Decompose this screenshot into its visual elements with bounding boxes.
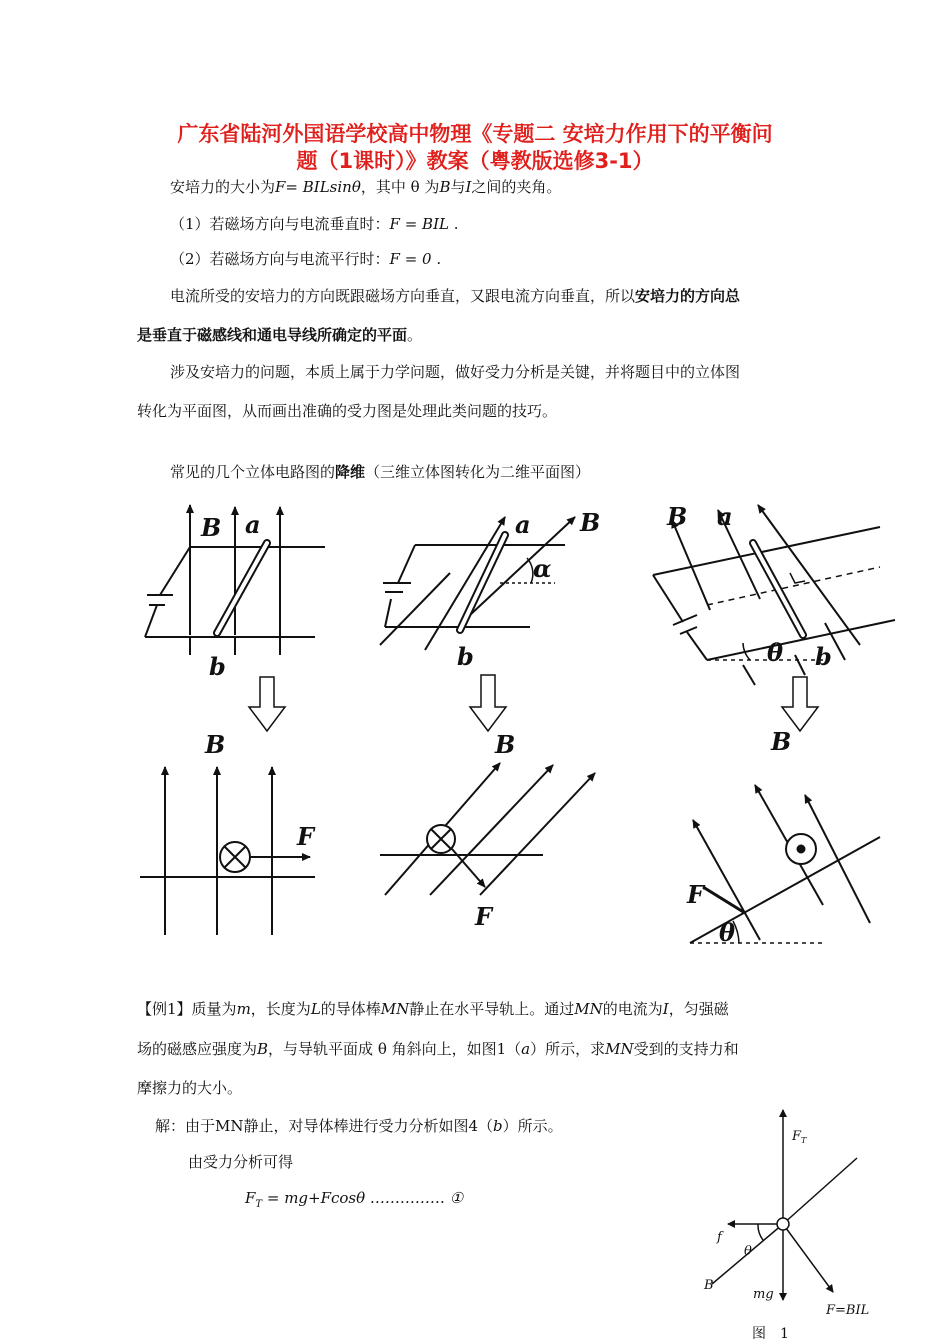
text: 质量为 xyxy=(191,1000,237,1018)
formula: F = 0 xyxy=(389,250,432,268)
example1-line1 xyxy=(137,999,729,1019)
label-b: b xyxy=(815,642,832,671)
case-perpendicular xyxy=(170,214,459,234)
reduce-dimension-heading xyxy=(170,462,590,482)
symbol-MN: MN xyxy=(574,1000,603,1018)
diagram-2-2d xyxy=(380,763,595,895)
text: （三维立体图转化为二维平面图） xyxy=(365,463,591,481)
label-f: f xyxy=(717,1230,722,1245)
down-arrow-3 xyxy=(782,677,818,731)
figure-caption: 图 1 xyxy=(752,1326,789,1342)
case-parallel xyxy=(170,249,441,269)
text: . xyxy=(453,215,459,233)
text: 电流所受的安培力的方向既跟磁场方向垂直，又跟电流方向垂直，所以 xyxy=(170,287,636,305)
label-F: F xyxy=(687,880,705,909)
label-a: a xyxy=(717,502,733,531)
text: 与 xyxy=(450,178,466,196)
label-theta: θ xyxy=(767,638,784,667)
text: ）所示。 xyxy=(502,1117,563,1135)
label-b: b xyxy=(209,652,226,681)
down-arrow-1 xyxy=(249,677,285,731)
symbol-MN: MN xyxy=(380,1000,410,1018)
label-a: a xyxy=(515,510,531,539)
label-F: F xyxy=(475,902,493,931)
text: 安培力的大小为 xyxy=(170,178,276,196)
label-FT-main: F xyxy=(792,1129,802,1144)
example-tag: 【例1】 xyxy=(137,1000,192,1018)
bold-text: 安培力的方向总 xyxy=(635,287,741,305)
formula: F= BILsinθ xyxy=(275,178,361,196)
label-b: b xyxy=(457,642,474,671)
document-title-line2: 题（1课时）》教案（粤教版选修3-1） xyxy=(296,149,654,173)
text: ，与导轨平面成 θ 角斜向上，如图1（ xyxy=(268,1040,522,1058)
label-a: a xyxy=(245,510,261,539)
text: 解：由于MN静止，对导体棒进行受力分析如图4（ xyxy=(155,1117,494,1135)
text: ，长度为 xyxy=(250,1000,311,1018)
label-B: B xyxy=(667,502,688,531)
symbol-B: B xyxy=(257,1040,269,1058)
label-FT xyxy=(791,1129,807,1145)
equation-body: = mg+Fcosθ …………… ① xyxy=(262,1189,464,1207)
diagram-1-3d xyxy=(145,505,325,655)
text: （2）若磁场方向与电流平行时： xyxy=(170,250,390,268)
symbol-I: I xyxy=(662,1000,669,1018)
text: （1）若磁场方向与电流垂直时： xyxy=(170,215,390,233)
text: 的电流为 xyxy=(602,1000,663,1018)
example1-line3: 摩擦力的大小。 xyxy=(137,1079,243,1097)
text: ，匀强磁 xyxy=(668,1000,729,1018)
label-B: B xyxy=(704,1278,714,1293)
diagram-2-3d xyxy=(380,517,575,650)
symbol-MN: MN xyxy=(605,1040,634,1058)
label-B: B xyxy=(205,730,226,759)
text: 常见的几个立体电路图的 xyxy=(170,463,336,481)
text: 。 xyxy=(407,326,423,344)
label-mg: mg xyxy=(753,1287,774,1302)
label-B: B xyxy=(580,508,601,537)
symbol-L: L xyxy=(310,1000,321,1018)
solution-line1 xyxy=(155,1116,563,1136)
label-FT-sub: T xyxy=(801,1136,807,1145)
label-alpha: α xyxy=(533,554,552,583)
example1-line2 xyxy=(137,1039,739,1059)
label-B: B xyxy=(495,730,516,759)
direction-paragraph-line2 xyxy=(137,325,422,345)
dimension-reduction-figure xyxy=(135,495,895,955)
symbol-m: m xyxy=(236,1000,251,1018)
intro-formula-line xyxy=(170,177,561,197)
text: . xyxy=(436,250,442,268)
label-F-BIL: F=BIL xyxy=(826,1303,870,1318)
text: ，其中 θ 为 xyxy=(360,178,440,196)
bold-text: 是垂直于磁感线和通电导线所确定的平面 xyxy=(137,326,408,344)
text: 受到的支持力和 xyxy=(633,1040,739,1058)
document-title-line1: 广东省陆河外国语学校高中物理《专题二 安培力作用下的平衡问 xyxy=(177,122,773,146)
equation-1 xyxy=(245,1188,463,1215)
text: 之间的夹角。 xyxy=(471,178,562,196)
symbol-a: a xyxy=(521,1040,531,1058)
technique-paragraph-line1: 涉及安培力的问题，本质上属于力学问题，做好受力分析是关键，并将题目中的立体图 xyxy=(170,363,741,381)
technique-paragraph-line2: 转化为平面图，从而画出准确的受力图是处理此类问题的技巧。 xyxy=(137,402,558,420)
bold-text: 降维 xyxy=(335,463,366,481)
down-arrow-2 xyxy=(470,675,506,731)
text: ）所示，求 xyxy=(530,1040,606,1058)
text: 静止在水平导轨上。通过 xyxy=(409,1000,575,1018)
text: 的导体棒 xyxy=(320,1000,381,1018)
formula: F = BIL xyxy=(389,215,449,233)
symbol-F: F xyxy=(245,1189,256,1207)
text: 场的磁感应强度为 xyxy=(137,1040,258,1058)
label-theta: θ xyxy=(744,1244,752,1259)
symbol-B: B xyxy=(439,178,451,196)
force-diagram xyxy=(700,1100,880,1340)
label-theta: θ xyxy=(719,918,736,947)
subscript-T: T xyxy=(255,1199,263,1210)
label-B: B xyxy=(201,513,222,542)
solution-line2: 由受力分析可得 xyxy=(188,1153,294,1171)
label-B: B xyxy=(771,727,792,756)
symbol-I: I xyxy=(465,178,472,196)
symbol-b: b xyxy=(493,1117,503,1135)
label-F: F xyxy=(297,822,315,851)
diagram-1-2d xyxy=(140,767,315,935)
direction-paragraph-line1 xyxy=(170,286,740,306)
